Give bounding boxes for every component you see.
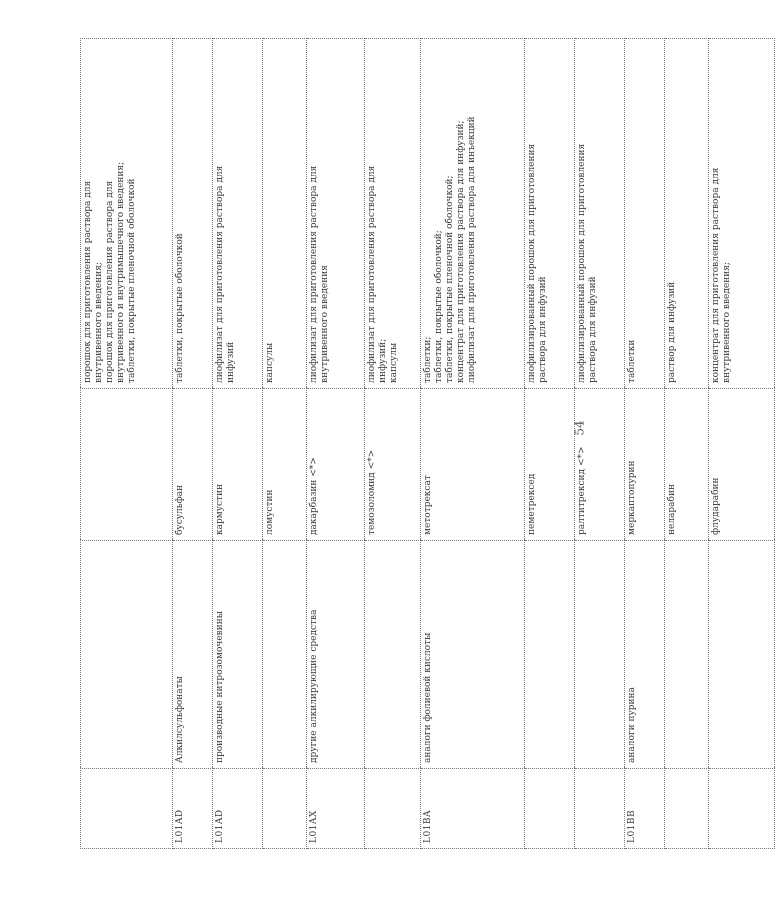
pharmacological-group-cell <box>665 541 709 769</box>
dosage-forms-cell <box>173 39 213 389</box>
dosage-form-line: таблетки, покрытые оболочкой <box>175 233 185 383</box>
dosage-form-line: внутривенного введения <box>320 265 330 383</box>
drug-table <box>80 38 775 849</box>
drug-name-cell: неларабин <box>665 389 709 541</box>
dosage-form-line: порошок для приготовления раствора для <box>105 180 115 383</box>
dosage-forms-cell <box>263 39 307 389</box>
drug-name-cell: метотрексат <box>421 389 525 541</box>
dosage-form-line: таблетки, покрытые пленочной оболочкой <box>127 178 137 383</box>
dosage-form-line: раствора для инфузий <box>588 276 598 383</box>
dosage-forms-cell <box>625 39 665 389</box>
pharmacological-group-cell: аналоги пурина <box>625 541 665 769</box>
drug-table-body <box>81 39 775 849</box>
dosage-form-line: капсулы <box>265 342 275 383</box>
dosage-forms-cell <box>307 39 365 389</box>
drug-name-cell <box>81 389 173 541</box>
dosage-form-line: внутривенного введения; <box>722 262 732 383</box>
drug-name-cell: бусульфан <box>173 389 213 541</box>
table-row <box>625 39 665 849</box>
dosage-form-line: порошок для приготовления раствора для <box>83 180 93 383</box>
dosage-forms-cell <box>81 39 173 389</box>
table-row <box>365 39 421 849</box>
dosage-form-line: таблетки; <box>423 336 433 383</box>
drug-name-cell: темозоломид <*> <box>365 389 421 541</box>
page-number: 54 <box>572 420 587 436</box>
table-row <box>665 39 709 849</box>
pharmacological-group-cell: аналоги фолиевой кислоты <box>421 541 525 769</box>
drug-name-cell: кармустин <box>213 389 263 541</box>
pharmacological-group-cell <box>263 541 307 769</box>
dosage-form-line: лиофилизированный порошок для приготовления <box>577 143 587 383</box>
dosage-forms-cell <box>665 39 709 389</box>
drug-name-cell: пеметрексед <box>525 389 575 541</box>
drug-name-cell: флударабин <box>709 389 775 541</box>
table-row <box>173 39 213 849</box>
dosage-forms-cell <box>365 39 421 389</box>
dosage-forms-cell <box>213 39 263 389</box>
pharmacological-group-cell: Алкилсульфонаты <box>173 541 213 769</box>
drug-name-cell: ралтитрексид <*> <box>575 389 625 541</box>
dosage-form-line: раствор для инфузий <box>667 281 677 383</box>
dosage-form-line: концентрат для приготовления раствора для инфузий; <box>456 120 466 383</box>
atc-code-cell <box>263 769 307 849</box>
table-row <box>525 39 575 849</box>
pharmacological-group-cell <box>575 541 625 769</box>
table-row <box>213 39 263 849</box>
dosage-form-line: лиофилизат для приготовления раствора для <box>367 165 377 383</box>
table-row <box>81 39 173 849</box>
dosage-form-line: капсулы <box>389 342 399 383</box>
atc-code-cell: L01BA <box>421 769 525 849</box>
table-row <box>307 39 365 849</box>
dosage-forms-cell <box>575 39 625 389</box>
dosage-form-line: инфузий <box>226 341 236 383</box>
atc-code-cell <box>81 769 173 849</box>
dosage-form-line: лиофилизат для приготовления раствора для инъекций <box>467 116 477 383</box>
pharmacological-group-cell <box>365 541 421 769</box>
atc-code-cell <box>575 769 625 849</box>
drug-name-cell: ломустин <box>263 389 307 541</box>
dosage-form-line: лиофилизат для приготовления раствора для <box>215 165 225 383</box>
atc-code-cell <box>709 769 775 849</box>
drug-name-cell: меркаптопурин <box>625 389 665 541</box>
dosage-form-line: таблетки <box>627 339 637 383</box>
atc-code-cell <box>365 769 421 849</box>
pharmacological-group-cell: производные нитрозомочевины <box>213 541 263 769</box>
table-row <box>575 39 625 849</box>
pharmacological-group-cell <box>525 541 575 769</box>
dosage-form-line: концентрат для приготовления раствора для <box>711 167 721 383</box>
dosage-form-line: таблетки, покрытые пленочной оболочкой; <box>445 175 455 383</box>
table-row <box>421 39 525 849</box>
atc-code-cell: L01AD <box>213 769 263 849</box>
dosage-forms-cell <box>709 39 775 389</box>
pharmacological-group-cell: другие алкилирующие средства <box>307 541 365 769</box>
atc-code-cell: L01AX <box>307 769 365 849</box>
dosage-form-line: таблетки, покрытые оболочкой; <box>434 230 444 383</box>
table-row <box>709 39 775 849</box>
dosage-form-line: лиофилизированный порошок для приготовления <box>527 143 537 383</box>
atc-code-cell <box>525 769 575 849</box>
dosage-form-line: инфузий; <box>378 338 388 383</box>
table-row <box>263 39 307 849</box>
dosage-form-line: раствора для инфузий <box>538 276 548 383</box>
dosage-forms-cell <box>421 39 525 389</box>
pharmacological-group-cell <box>81 541 173 769</box>
dosage-form-line: внутривенного введения; <box>94 262 104 383</box>
atc-code-cell: L01AD <box>173 769 213 849</box>
drug-name-cell: дакарбазин <*> <box>307 389 365 541</box>
dosage-forms-cell <box>525 39 575 389</box>
atc-code-cell <box>665 769 709 849</box>
dosage-form-line: внутривенного и внутримышечного введения; <box>116 161 126 383</box>
dosage-form-line: лиофилизат для приготовления раствора для <box>309 165 319 383</box>
atc-code-cell: L01BB <box>625 769 665 849</box>
pharmacological-group-cell <box>709 541 775 769</box>
